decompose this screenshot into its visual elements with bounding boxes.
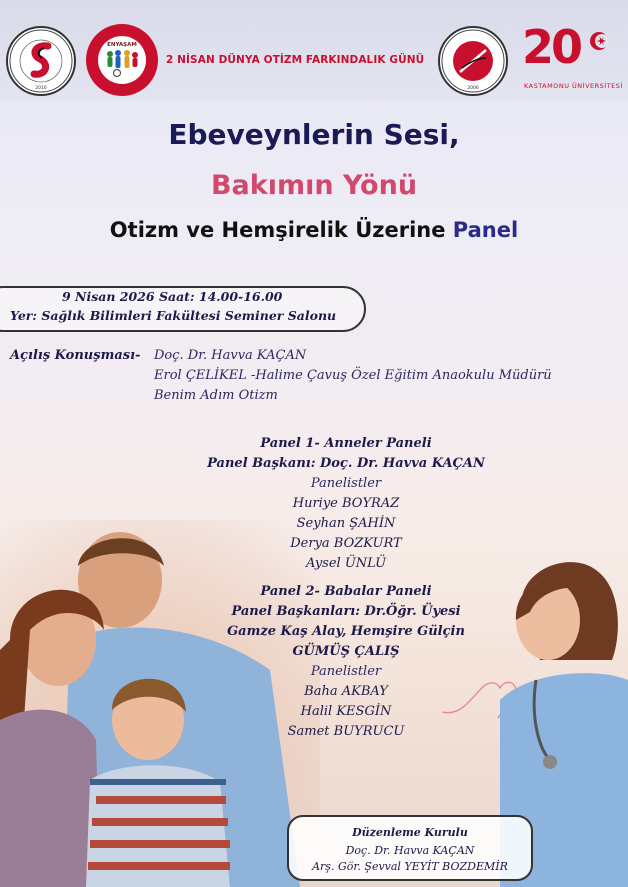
panel-2-title: Panel 2- Babalar Paneli	[260, 584, 432, 599]
enyasam-emblem-icon	[86, 24, 158, 96]
anniversary-subtitle: KASTAMONU ÜNİVERSİTESİ	[524, 82, 623, 90]
location-text: Yer: Sağlık Bilimleri Fakültesi Seminer Salonu	[10, 308, 337, 323]
university-seal-icon	[440, 28, 506, 94]
panel-2-chair-line-3: GÜMÜŞ ÇALIŞ	[292, 644, 400, 659]
panel-2-panelists-label: Panelistler	[310, 664, 382, 679]
organizing-committee-member: Arş. Gör. Şevval YEYİT BOZDEMİR	[312, 860, 508, 873]
anniversary-logo	[522, 20, 623, 98]
opening-speaker-3: Benim Adım Otizm	[154, 388, 278, 403]
panel-1-panelist: Aysel ÜNLÜ	[305, 556, 387, 571]
panel-2-chair-line-1: Panel Başkanları: Dr.Öğr. Üyesi	[231, 604, 461, 619]
panel-1-chair: Panel Başkanı: Doç. Dr. Havva KAÇAN	[207, 456, 485, 471]
panel-1-panelists-label: Panelistler	[310, 476, 382, 491]
organizing-committee-member: Doç. Dr. Havva KAÇAN	[345, 844, 475, 857]
title-line-3-accent: Panel	[452, 218, 519, 242]
crescent-star-icon	[588, 30, 610, 52]
panel-1-panelist: Derya BOZKURT	[290, 536, 402, 551]
faculty-seal-logo	[6, 26, 76, 96]
enyasam-logo-text: ENYAŞAM	[107, 42, 137, 48]
panel-1-panelist: Seyhan ŞAHİN	[296, 516, 396, 531]
anniversary-number: 20	[522, 20, 581, 74]
panel-1-title: Panel 1- Anneler Paneli	[260, 436, 432, 451]
university-seal-logo	[438, 26, 508, 96]
panel-2-panelist: Samet BUYRUCU	[287, 724, 405, 739]
university-seal-year: 2006	[467, 86, 479, 91]
enyasam-logo	[86, 24, 158, 96]
opening-speech-label: Açılış Konuşması-	[10, 348, 141, 363]
organizing-committee-title: Düzenleme Kurulu	[352, 826, 468, 839]
opening-speaker-1: Doç. Dr. Havva KAÇAN	[154, 348, 307, 363]
opening-speaker-2: Erol ÇELİKEL -Halime Çavuş Özel Eğitim Anaokulu Müdürü	[154, 368, 552, 383]
panel-1-panelist: Huriye BOYRAZ	[292, 496, 400, 511]
date-time-text: 9 Nisan 2026 Saat: 14.00-16.00	[62, 289, 283, 304]
organizing-committee-box	[287, 815, 533, 881]
faculty-seal-year: 2016	[35, 86, 47, 91]
title-line-2: Bakımın Yönü	[210, 170, 418, 201]
panel-2-panelist: Halil KESGİN	[300, 704, 392, 719]
title-line-3	[0, 218, 628, 242]
title-line-3-main: Otizm ve Hemşirelik Üzerine	[109, 218, 453, 242]
panel-2-chair-line-2: Gamze Kaş Alay, Hemşire Gülçin	[227, 624, 465, 639]
faculty-seal-icon	[8, 28, 74, 94]
panel-2-panelist: Baha AKBAY	[304, 684, 388, 699]
title-line-1: Ebeveynlerin Sesi,	[168, 118, 460, 151]
awareness-day-label: 2 NİSAN DÜNYA OTİZM FARKINDALIK GÜNÜ	[166, 54, 425, 66]
